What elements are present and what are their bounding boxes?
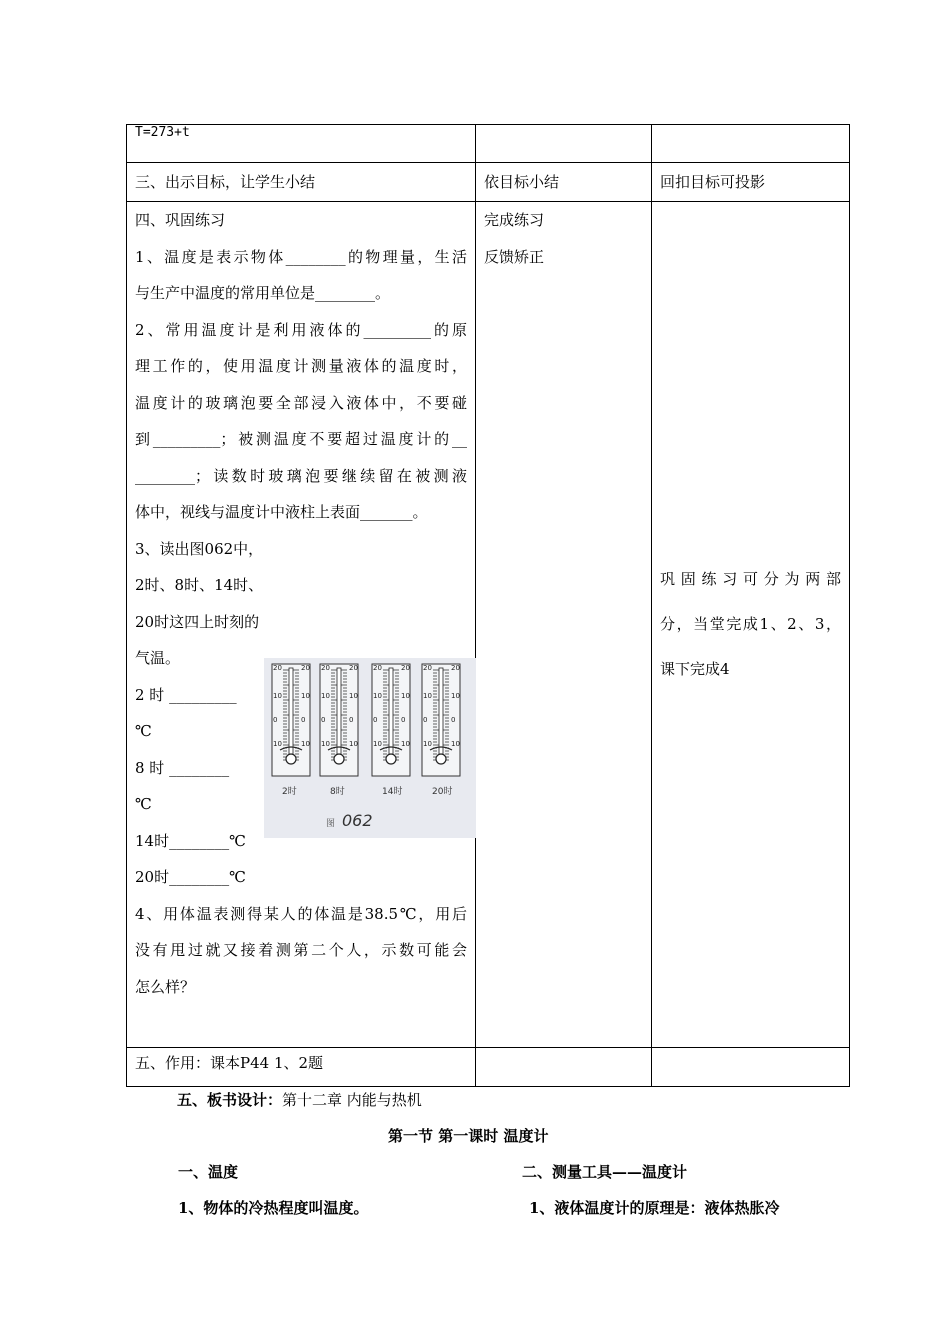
- board-design-heading: [177, 1089, 422, 1110]
- scale-label: 20: [373, 664, 382, 672]
- scale-label: 10: [349, 692, 358, 700]
- scale-label: 20: [273, 664, 282, 672]
- board-right-heading: 二、测量工具——温度计: [522, 1163, 688, 1181]
- table-row: [127, 163, 850, 202]
- note-line: 巩固练习可分为两部: [660, 570, 841, 588]
- exercise-line: 没有甩过就又接着测第二个人，示数可能会: [135, 941, 467, 959]
- scale-label: 0: [423, 716, 428, 724]
- table-row: [127, 1048, 850, 1087]
- thermometer-figure: [264, 658, 476, 838]
- exercise-line: 理工作的，使用温度计测量液体的温度时，: [135, 357, 467, 375]
- exercise-line: 2、常用温度计是利用液体的_________的原: [135, 320, 467, 339]
- time-label: 8时: [330, 787, 345, 797]
- table-row: [127, 202, 850, 1048]
- exercise-line: 20时这四上时刻的: [135, 612, 260, 631]
- scale-label: 10: [321, 740, 330, 748]
- scale-label: 10: [301, 740, 310, 748]
- exercise-heading: 四、巩固练习: [135, 211, 226, 229]
- scale-label: 10: [423, 740, 432, 748]
- scale-label: 10: [423, 692, 432, 700]
- scale-label: 10: [401, 740, 410, 748]
- scale-label: 20: [349, 664, 358, 672]
- formula-cell: T=273+t: [127, 125, 476, 163]
- teacher-note-cell: [652, 202, 850, 1048]
- exercise-line: 到_________；被测温度不要超过温度计的__: [135, 430, 467, 448]
- empty-cell: [476, 1048, 652, 1087]
- lesson-plan-table: [126, 124, 850, 1087]
- board-title: 五、板书设计：: [177, 1091, 283, 1109]
- scale-label: 10: [349, 740, 358, 748]
- exercise-line: ________；读数时玻璃泡要继续留在被测液: [135, 466, 467, 485]
- time-label: 20时: [432, 787, 453, 797]
- student-activity-cell: [476, 202, 652, 1048]
- figure-caption: 062: [342, 811, 373, 830]
- scale-label: 10: [273, 740, 282, 748]
- board-subtitle: 第一节 第一课时 温度计: [388, 1127, 549, 1145]
- exercise-line: 4、用体温表测得某人的体温是38.5℃，用后: [135, 904, 467, 923]
- board-left-item: 1、物体的冷热程度叫温度。: [178, 1199, 369, 1217]
- answer-line-20h: 20时________℃: [135, 868, 246, 886]
- scale-label: 20: [321, 664, 330, 672]
- note-line: 分，当堂完成1、2、3，: [660, 615, 841, 633]
- empty-cell: [652, 125, 850, 163]
- scale-label: 10: [301, 692, 310, 700]
- scale-label: 10: [373, 692, 382, 700]
- exercise-line: 1、温度是表示物体________的物理量，生活: [135, 247, 467, 266]
- homework-cell: 五、作用：课本P44 1、2题: [127, 1048, 476, 1087]
- teacher-note: [660, 557, 841, 692]
- exercise-line: 与生产中温度的常用单位是________。: [135, 284, 391, 302]
- scale-label: 10: [451, 740, 460, 748]
- scale-label: 0: [373, 716, 378, 724]
- scale-label: 20: [401, 664, 410, 672]
- answer-line-14h: 14时________℃: [135, 831, 246, 850]
- teacher-note-cell: 回扣目标可投影: [652, 163, 850, 202]
- scale-label: 0: [301, 716, 306, 724]
- empty-cell: [476, 125, 652, 163]
- exercise-cell: [127, 202, 476, 1048]
- exercise-line: 2时、8时、14时、: [135, 576, 264, 594]
- exercise-line: 怎么样？: [135, 977, 196, 996]
- answer-line-2h: 2 时 _________: [135, 685, 237, 704]
- scale-label: 10: [401, 692, 410, 700]
- scale-label: 0: [401, 716, 406, 724]
- scale-label: 0: [321, 716, 326, 724]
- activity-line: 完成练习: [484, 211, 545, 229]
- figure-mark: 图: [326, 819, 336, 829]
- table-row: [127, 125, 850, 163]
- scale-label: 20: [423, 664, 432, 672]
- exercise-line: 温度计的玻璃泡要全部浸入液体中，不要碰: [135, 393, 467, 412]
- exercise-line: 气温。: [135, 649, 181, 667]
- exercise-line: 3、读出图062中，: [135, 539, 264, 558]
- scale-label: 10: [373, 740, 382, 748]
- scale-label: 0: [349, 716, 354, 724]
- board-chapter: 第十二章 内能与热机: [282, 1091, 422, 1109]
- scale-label: 0: [273, 716, 278, 724]
- time-label: 14时: [382, 787, 403, 797]
- time-label: 2时: [282, 787, 297, 797]
- unit-line: ℃: [135, 795, 152, 813]
- board-right-item: 1、液体温度计的原理是：液体热胀冷: [529, 1199, 780, 1217]
- answer-line-8h: 8 时 ________: [135, 758, 230, 777]
- scale-label: 0: [451, 716, 456, 724]
- scale-label: 10: [273, 692, 282, 700]
- activity-line: 反馈矫正: [484, 247, 545, 266]
- scale-label: 20: [451, 664, 460, 672]
- note-line: 课下完成4: [660, 660, 730, 678]
- exercise-line: 体中，视线与温度计中液柱上表面_______。: [135, 503, 428, 521]
- student-activity-cell: 依目标小结: [476, 163, 652, 202]
- scale-label: 10: [451, 692, 460, 700]
- goal-summary-cell: 三、出示目标，让学生小结: [127, 163, 476, 202]
- board-left-heading: 一、温度: [178, 1163, 239, 1181]
- empty-cell: [652, 1048, 850, 1087]
- unit-line: ℃: [135, 722, 152, 740]
- scale-label: 20: [301, 664, 310, 672]
- scale-label: 10: [321, 692, 330, 700]
